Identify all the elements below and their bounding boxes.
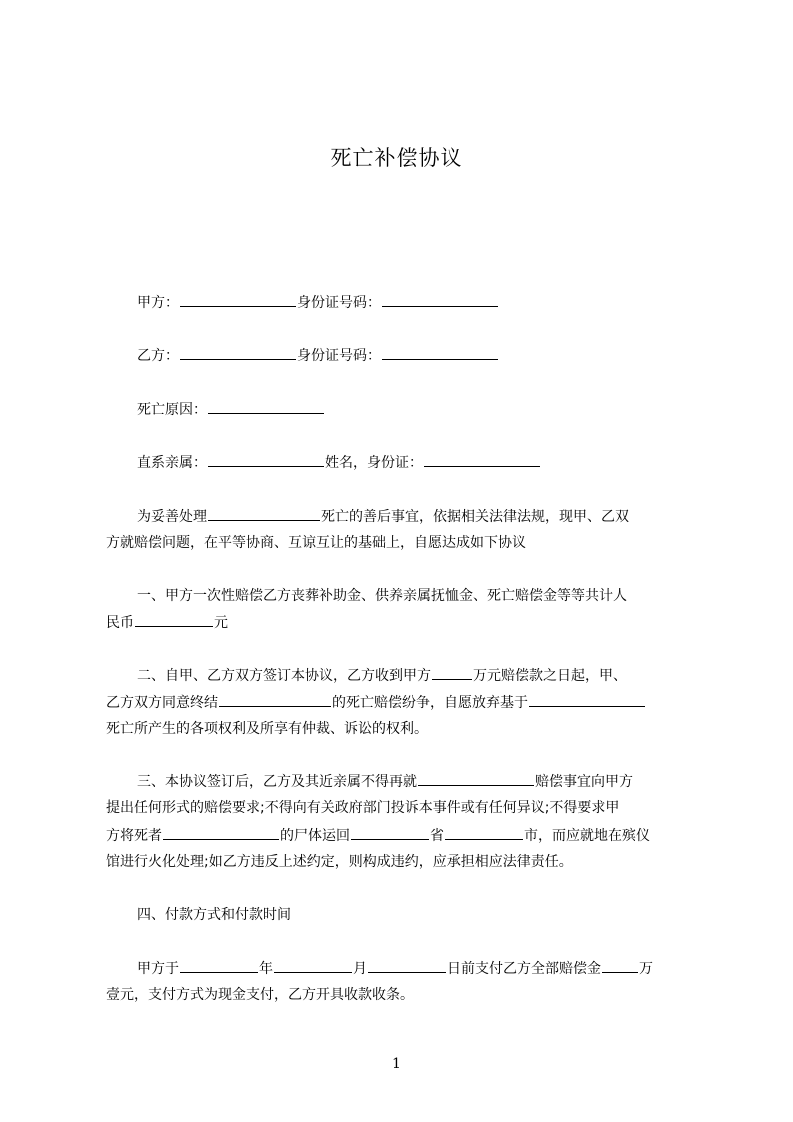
party-a-name-blank[interactable]: [180, 292, 296, 307]
clause2-text: 万元赔偿款之日起，甲、: [473, 668, 627, 684]
clause2-line-3: 死亡所产生的各项权利及所享有仲裁、诉讼的权利。: [106, 721, 428, 737]
clause2-line-1: [137, 665, 627, 686]
clause3-text: 三、本协议签订后，乙方及其近亲属不得再就: [137, 774, 417, 790]
clause2-text: 二、自甲、乙方双方签订本协议，乙方收到甲方: [137, 668, 431, 684]
party-a-line: [137, 292, 499, 313]
year-blank[interactable]: [180, 958, 258, 973]
party-b-id-blank[interactable]: [382, 345, 498, 360]
party-b-label: 乙方：: [137, 348, 179, 364]
death-cause-blank[interactable]: [208, 399, 324, 414]
document-title: 死亡补偿协议: [330, 146, 463, 170]
clause1-line-1: 一、甲方一次性赔偿乙方丧葬补助金、供养亲属抚恤金、死亡赔偿金等等共计人: [137, 588, 627, 604]
deceased-name-blank[interactable]: [208, 506, 320, 521]
preamble-text: 死亡的善后事宜，依据相关法律法规，现甲、乙双: [321, 509, 629, 525]
deceased-name-blank-4[interactable]: [418, 771, 534, 786]
clause2-line-2: [106, 692, 646, 713]
clause4-text: 日前支付乙方全部赔偿金: [447, 961, 601, 977]
city-blank[interactable]: [445, 825, 523, 840]
clause3-line-3: [106, 825, 650, 846]
compensation-amount-blank[interactable]: [602, 958, 638, 973]
party-b-name-blank[interactable]: [180, 345, 296, 360]
deceased-name-blank-3[interactable]: [529, 692, 645, 707]
death-cause-line: [137, 399, 325, 420]
clause4-line-2: 壹元，支付方式为现金支付，乙方开具收款收条。: [106, 987, 414, 1003]
relatives-id-blank[interactable]: [424, 452, 540, 467]
clause4-line-1: [137, 958, 653, 979]
deceased-name-blank-5[interactable]: [163, 825, 279, 840]
deceased-name-blank-2[interactable]: [219, 692, 331, 707]
clause3-line-1: [137, 771, 633, 792]
clause3-line-2: 提出任何形式的赔偿要求;不得向有关政府部门投诉本事件或有任何异议;不得要求甲: [106, 800, 620, 816]
party-b-line: [137, 345, 499, 366]
party-b-id-label: 身份证号码：: [297, 348, 381, 364]
clause2-text: 的死亡赔偿纷争，自愿放弃基于: [332, 695, 528, 711]
clause4-text: 年: [259, 961, 273, 977]
party-a-label: 甲方：: [137, 295, 179, 311]
clause3-text: 省: [430, 828, 444, 844]
clause3-text: 方将死者: [106, 828, 162, 844]
province-blank[interactable]: [351, 825, 429, 840]
clause4-text: 月: [353, 961, 367, 977]
clause4-text: 甲方于: [137, 961, 179, 977]
preamble-text: 为妥善处理: [137, 509, 207, 525]
preamble-line-1: [137, 506, 629, 527]
day-blank[interactable]: [368, 958, 446, 973]
clause1-line-2: [106, 612, 228, 633]
death-cause-label: 死亡原因：: [137, 402, 207, 418]
clause4-text: 万: [639, 961, 653, 977]
clause3-text: 赔偿事宜向甲方: [535, 774, 633, 790]
relatives-name-label: 姓名，身份证：: [325, 455, 423, 471]
clause4-heading: 四、付款方式和付款时间: [137, 907, 291, 923]
total-amount-blank[interactable]: [135, 612, 213, 627]
relatives-label: 直系亲属：: [137, 455, 207, 471]
clause3-text: 的尸体运回: [280, 828, 350, 844]
relatives-blank[interactable]: [208, 452, 324, 467]
clause3-text: 市，而应就地在殡仪: [524, 828, 650, 844]
clause2-text: 乙方双方同意终结: [106, 695, 218, 711]
party-a-id-label: 身份证号码：: [297, 295, 381, 311]
clause1-text: 民币: [106, 615, 134, 631]
payment-amount-blank[interactable]: [432, 665, 472, 680]
month-blank[interactable]: [274, 958, 352, 973]
page-number: 1: [392, 1056, 401, 1072]
clause1-text: 元: [214, 615, 228, 631]
relatives-line: [137, 452, 541, 473]
clause3-line-4: 馆进行火化处理;如乙方违反上述约定，则构成违约，应承担相应法律责任。: [106, 854, 573, 870]
party-a-id-blank[interactable]: [382, 292, 498, 307]
preamble-line-2: 方就赔偿问题，在平等协商、互谅互让的基础上，自愿达成如下协议: [106, 535, 526, 551]
